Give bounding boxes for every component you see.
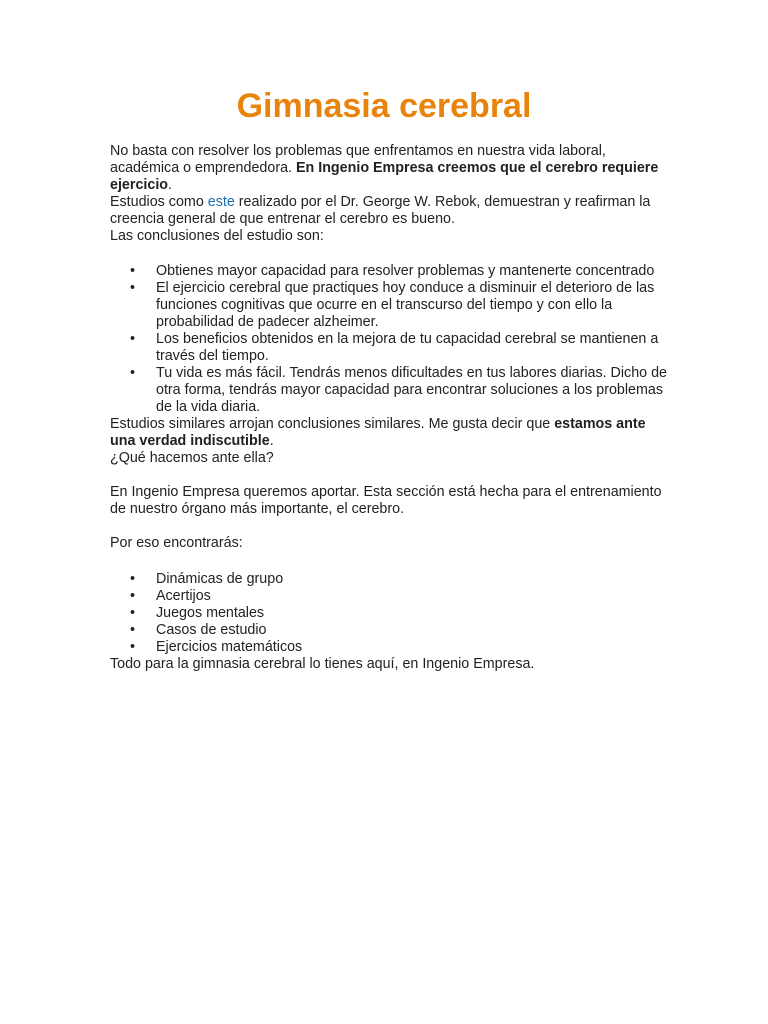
similar-studies-text: Estudios similares arrojan conclusiones similares. Me gusta decir que (110, 416, 555, 432)
spacer (110, 467, 670, 484)
studies-text-end: realizado por el Dr. George W. Rebok, demuestran y reafirman la creencia general de que entrenar el cerebro es bueno. (110, 194, 651, 227)
intro-text: No basta con resolver los problemas que enfrentamos en nuestra vida laboral, académica o emprendedora. (110, 143, 606, 176)
closing-paragraph: Todo para la gimnasia cerebral lo tienes aquí, en Ingenio Empresa. (110, 656, 535, 672)
studies-paragraph (110, 194, 670, 228)
list-item: • Juegos mentales (110, 605, 670, 622)
article-body (110, 143, 670, 673)
list-item: • Casos de estudio (110, 622, 670, 639)
similar-studies-bold: estamos ante una verdad indiscutible (110, 416, 646, 449)
intro-bold-text: En Ingenio Empresa creemos que el cerebro requiere ejercicio (110, 160, 659, 193)
list-item: • Acertijos (110, 588, 670, 605)
spacer (110, 518, 670, 535)
list-item: • Dinámicas de grupo (110, 571, 670, 588)
study-link[interactable]: este (207, 194, 235, 210)
list-item: • Tu vida es más fácil. Tendrás menos dificultades en tus labores diarias. Dicho de otra forma, tendrás mayor capacidad para encontrar soluciones a los problemas de la vida diaria. (110, 365, 670, 416)
list-item: • Ejercicios matemáticos (110, 639, 670, 656)
list-item: • Obtienes mayor capacidad para resolver problemas y mantenerte concentrado (110, 263, 670, 280)
studies-text-start: Estudios como (110, 194, 208, 210)
intro-period: . (168, 177, 173, 193)
question-text: ¿Qué hacemos ante ella? (110, 450, 274, 466)
conclusions-list (110, 263, 670, 416)
sections-list (110, 571, 670, 656)
list-item: • El ejercicio cerebral que practiques hoy conduce a disminuir el deterioro de las funciones cognitivas que ocurre en el transcurso del tiempo y con ello la probabilidad de padecer alzheimer. (110, 280, 670, 331)
similar-studies-period: . (269, 433, 274, 449)
similar-studies-paragraph (110, 416, 670, 450)
list-item: • Los beneficios obtenidos en la mejora de tu capacidad cerebral se mantienen a través del tiempo. (110, 331, 670, 365)
conclusions-heading: Las conclusiones del estudio son: (110, 228, 324, 244)
intro-paragraph (110, 143, 670, 194)
contribution-paragraph: En Ingenio Empresa queremos aportar. Esta sección está hecha para el entrenamiento de nuestro órgano más importante, el cerebro. (110, 484, 662, 517)
page-title: Gimnasia cerebral (236, 87, 532, 125)
sections-heading: Por eso encontrarás: (110, 535, 243, 551)
